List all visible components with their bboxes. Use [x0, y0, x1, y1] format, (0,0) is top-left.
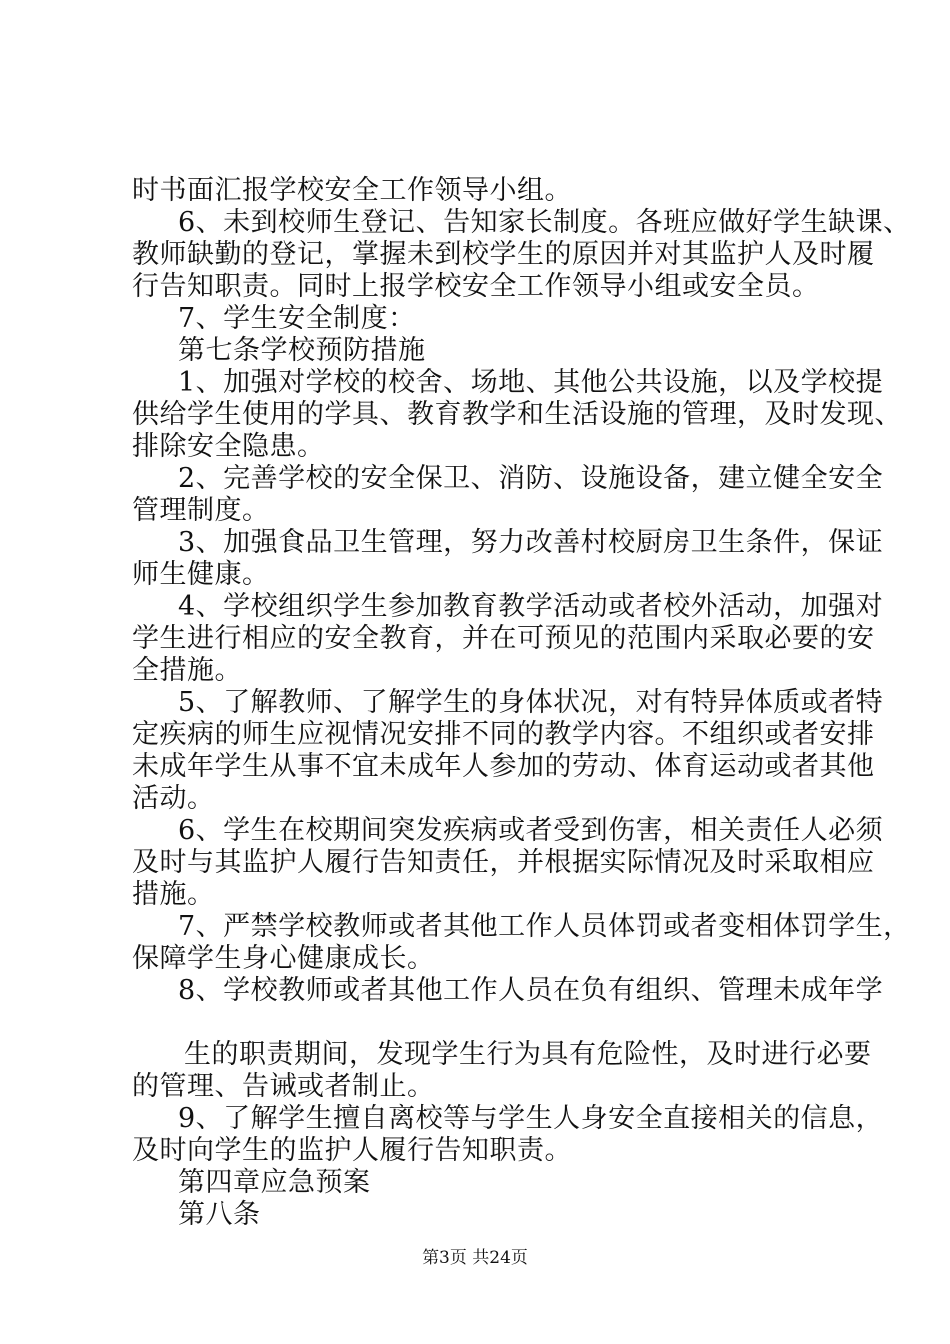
- text-line: 4、学校组织学生参加教育教学活动或者校外活动，加强对: [178, 591, 884, 622]
- text-line: 1、加强对学校的校舍、场地、其他公共设施，以及学校提: [178, 367, 884, 398]
- text-line: 9、了解学生擅自离校等与学生人身安全直接相关的信息，: [178, 1103, 884, 1134]
- text-line: 6、学生在校期间突发疾病或者受到伤害，相关责任人必须: [178, 815, 884, 846]
- text-line: 3、加强食品卫生管理，努力改善村校厨房卫生条件，保证: [178, 527, 884, 558]
- text-line: 7、学生安全制度：: [178, 303, 416, 334]
- section-heading: 第七条学校预防措施: [178, 335, 426, 366]
- page-number-footer: 第3页 共24页: [422, 1248, 528, 1268]
- text-line: 6、未到校师生登记、告知家长制度。各班应做好学生缺课、: [178, 207, 911, 238]
- text-line: 活动。: [132, 783, 215, 814]
- text-line: 5、了解教师、了解学生的身体状况，对有特异体质或者特: [178, 687, 884, 718]
- text-line: 保障学生身心健康成长。: [132, 943, 435, 974]
- text-line: 8、学校教师或者其他工作人员在负有组织、管理未成年学: [178, 975, 884, 1006]
- text-line: 师生健康。: [132, 559, 270, 590]
- text-line: 学生进行相应的安全教育，并在可预见的范围内采取必要的安: [132, 623, 875, 654]
- text-line: 教师缺勤的登记，掌握未到校学生的原因并对其监护人及时履: [132, 239, 875, 270]
- text-line: 7、严禁学校教师或者其他工作人员体罚或者变相体罚学生，: [178, 911, 911, 942]
- text-line: 及时与其监护人履行告知责任，并根据实际情况及时采取相应: [132, 847, 875, 878]
- text-line: 行告知职责。同时上报学校安全工作领导小组或安全员。: [132, 271, 820, 302]
- text-line: 时书面汇报学校安全工作领导小组。: [132, 175, 572, 206]
- text-line: 的管理、告诫或者制止。: [132, 1071, 435, 1102]
- text-line: 排除安全隐患。: [132, 431, 325, 462]
- text-line: 全措施。: [132, 655, 242, 686]
- text-line: 及时向学生的监护人履行告知职责。: [132, 1135, 572, 1166]
- section-heading: 第四章应急预案: [178, 1167, 371, 1198]
- text-line: 未成年学生从事不宜未成年人参加的劳动、体育运动或者其他: [132, 751, 875, 782]
- text-line: 措施。: [132, 879, 215, 910]
- text-line: 2、完善学校的安全保卫、消防、设施设备，建立健全安全: [178, 463, 884, 494]
- text-line: 生的职责期间，发现学生行为具有危险性，及时进行必要: [184, 1039, 872, 1070]
- section-heading: 第八条: [178, 1199, 261, 1230]
- text-line: 定疾病的师生应视情况安排不同的教学内容。不组织或者安排: [132, 719, 875, 750]
- text-line: 管理制度。: [132, 495, 270, 526]
- text-line: 供给学生使用的学具、教育教学和生活设施的管理，及时发现、: [132, 399, 902, 430]
